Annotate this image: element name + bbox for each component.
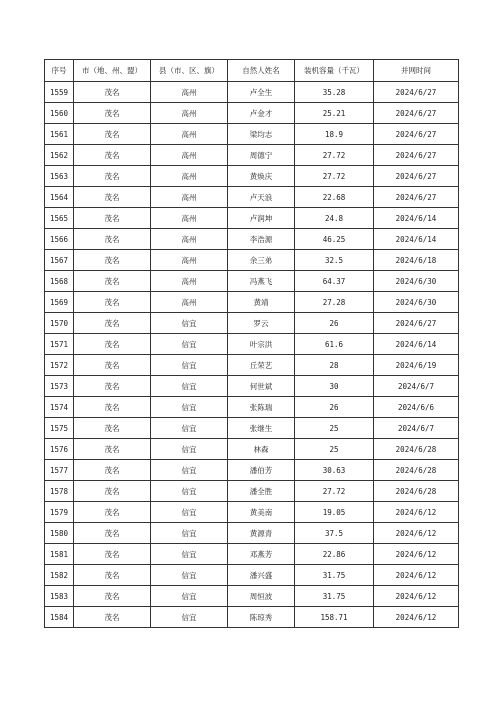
capacity-cell: 24.8 <box>295 208 374 229</box>
county-cell: 信宜 <box>151 502 228 523</box>
serial-number-cell: 1580 <box>45 523 74 544</box>
county-cell: 高州 <box>151 124 228 145</box>
capacity-cell: 25.21 <box>295 103 374 124</box>
header-serial-number: 序号 <box>45 60 74 82</box>
serial-number-cell: 1564 <box>45 187 74 208</box>
county-cell: 信宜 <box>151 355 228 376</box>
county-cell: 信宜 <box>151 418 228 439</box>
person-name-cell: 潘全胜 <box>228 481 295 502</box>
city-cell: 茂名 <box>74 376 151 397</box>
serial-number-cell: 1573 <box>45 376 74 397</box>
table-row <box>45 229 459 250</box>
serial-number-cell: 1566 <box>45 229 74 250</box>
serial-number-cell: 1582 <box>45 565 74 586</box>
capacity-cell: 25 <box>295 418 374 439</box>
table-row <box>45 271 459 292</box>
city-cell: 茂名 <box>74 523 151 544</box>
capacity-cell: 28 <box>295 355 374 376</box>
serial-number-cell: 1570 <box>45 313 74 334</box>
date-cell: 2024/6/6 <box>374 397 459 418</box>
grid-connection-table <box>44 59 459 628</box>
serial-number-cell: 1574 <box>45 397 74 418</box>
table-row <box>45 355 459 376</box>
person-name-cell: 冯燕飞 <box>228 271 295 292</box>
date-cell: 2024/6/28 <box>374 481 459 502</box>
header-installed-capacity: 装机容量（千瓦） <box>295 60 374 82</box>
city-cell: 茂名 <box>74 565 151 586</box>
date-cell: 2024/6/30 <box>374 271 459 292</box>
capacity-cell: 46.25 <box>295 229 374 250</box>
city-cell: 茂名 <box>74 187 151 208</box>
capacity-cell: 26 <box>295 313 374 334</box>
date-cell: 2024/6/28 <box>374 460 459 481</box>
person-name-cell: 黄源青 <box>228 523 295 544</box>
city-cell: 茂名 <box>74 166 151 187</box>
person-name-cell: 陈琼秀 <box>228 607 295 628</box>
city-cell: 茂名 <box>74 355 151 376</box>
county-cell: 信宜 <box>151 313 228 334</box>
city-cell: 茂名 <box>74 250 151 271</box>
county-cell: 高州 <box>151 82 228 103</box>
county-cell: 高州 <box>151 103 228 124</box>
date-cell: 2024/6/27 <box>374 187 459 208</box>
date-cell: 2024/6/7 <box>374 418 459 439</box>
capacity-cell: 32.5 <box>295 250 374 271</box>
city-cell: 茂名 <box>74 103 151 124</box>
city-cell: 茂名 <box>74 229 151 250</box>
county-cell: 信宜 <box>151 397 228 418</box>
capacity-cell: 61.6 <box>295 334 374 355</box>
city-cell: 茂名 <box>74 313 151 334</box>
serial-number-cell: 1561 <box>45 124 74 145</box>
serial-number-cell: 1571 <box>45 334 74 355</box>
serial-number-cell: 1567 <box>45 250 74 271</box>
date-cell: 2024/6/27 <box>374 145 459 166</box>
person-name-cell: 张继生 <box>228 418 295 439</box>
serial-number-cell: 1583 <box>45 586 74 607</box>
table-row <box>45 166 459 187</box>
date-cell: 2024/6/27 <box>374 82 459 103</box>
city-cell: 茂名 <box>74 82 151 103</box>
county-cell: 高州 <box>151 250 228 271</box>
date-cell: 2024/6/12 <box>374 544 459 565</box>
serial-number-cell: 1576 <box>45 439 74 460</box>
serial-number-cell: 1563 <box>45 166 74 187</box>
city-cell: 茂名 <box>74 271 151 292</box>
serial-number-cell: 1568 <box>45 271 74 292</box>
county-cell: 信宜 <box>151 460 228 481</box>
city-cell: 茂名 <box>74 397 151 418</box>
person-name-cell: 黄焕庆 <box>228 166 295 187</box>
date-cell: 2024/6/12 <box>374 607 459 628</box>
date-cell: 2024/6/7 <box>374 376 459 397</box>
county-cell: 信宜 <box>151 334 228 355</box>
city-cell: 茂名 <box>74 439 151 460</box>
date-cell: 2024/6/12 <box>374 523 459 544</box>
city-cell: 茂名 <box>74 502 151 523</box>
table-row <box>45 439 459 460</box>
county-cell: 高州 <box>151 229 228 250</box>
date-cell: 2024/6/28 <box>374 439 459 460</box>
person-name-cell: 余三弟 <box>228 250 295 271</box>
table-row <box>45 124 459 145</box>
table-row <box>45 565 459 586</box>
person-name-cell: 卢金才 <box>228 103 295 124</box>
serial-number-cell: 1559 <box>45 82 74 103</box>
serial-number-cell: 1579 <box>45 502 74 523</box>
county-cell: 信宜 <box>151 376 228 397</box>
capacity-cell: 26 <box>295 397 374 418</box>
table-row <box>45 376 459 397</box>
person-name-cell: 罗云 <box>228 313 295 334</box>
county-cell: 信宜 <box>151 544 228 565</box>
county-cell: 高州 <box>151 187 228 208</box>
header-person-name: 自然人姓名 <box>228 60 295 82</box>
city-cell: 茂名 <box>74 334 151 355</box>
table-row <box>45 103 459 124</box>
city-cell: 茂名 <box>74 418 151 439</box>
table-row <box>45 544 459 565</box>
capacity-cell: 37.5 <box>295 523 374 544</box>
capacity-cell: 30.63 <box>295 460 374 481</box>
city-cell: 茂名 <box>74 607 151 628</box>
table-row <box>45 82 459 103</box>
serial-number-cell: 1572 <box>45 355 74 376</box>
county-cell: 高州 <box>151 271 228 292</box>
date-cell: 2024/6/14 <box>374 334 459 355</box>
header-grid-connection-date: 并网时间 <box>374 60 459 82</box>
county-cell: 高州 <box>151 292 228 313</box>
table-row <box>45 334 459 355</box>
table-row <box>45 460 459 481</box>
capacity-cell: 18.9 <box>295 124 374 145</box>
table-row <box>45 418 459 439</box>
table-row <box>45 292 459 313</box>
table-row <box>45 523 459 544</box>
capacity-cell: 22.86 <box>295 544 374 565</box>
serial-number-cell: 1560 <box>45 103 74 124</box>
serial-number-cell: 1562 <box>45 145 74 166</box>
person-name-cell: 潘伯芳 <box>228 460 295 481</box>
county-cell: 信宜 <box>151 586 228 607</box>
person-name-cell: 周德宁 <box>228 145 295 166</box>
county-cell: 高州 <box>151 208 228 229</box>
person-name-cell: 邓燕芳 <box>228 544 295 565</box>
document-page <box>44 59 458 628</box>
city-cell: 茂名 <box>74 208 151 229</box>
capacity-cell: 27.72 <box>295 145 374 166</box>
date-cell: 2024/6/12 <box>374 502 459 523</box>
person-name-cell: 卢润坤 <box>228 208 295 229</box>
person-name-cell: 梁均志 <box>228 124 295 145</box>
county-cell: 高州 <box>151 166 228 187</box>
city-cell: 茂名 <box>74 460 151 481</box>
county-cell: 信宜 <box>151 481 228 502</box>
county-cell: 信宜 <box>151 565 228 586</box>
table-body <box>45 82 459 628</box>
date-cell: 2024/6/14 <box>374 229 459 250</box>
capacity-cell: 158.71 <box>295 607 374 628</box>
table-row <box>45 208 459 229</box>
city-cell: 茂名 <box>74 586 151 607</box>
person-name-cell: 林森 <box>228 439 295 460</box>
table-row <box>45 187 459 208</box>
county-cell: 信宜 <box>151 607 228 628</box>
capacity-cell: 27.28 <box>295 292 374 313</box>
person-name-cell: 潘兴盛 <box>228 565 295 586</box>
person-name-cell: 丘荣艺 <box>228 355 295 376</box>
person-name-cell: 卢全生 <box>228 82 295 103</box>
table-row <box>45 313 459 334</box>
table-row <box>45 145 459 166</box>
date-cell: 2024/6/18 <box>374 250 459 271</box>
date-cell: 2024/6/27 <box>374 124 459 145</box>
serial-number-cell: 1565 <box>45 208 74 229</box>
date-cell: 2024/6/30 <box>374 292 459 313</box>
header-county: 县（市、区、旗） <box>151 60 228 82</box>
table-row <box>45 481 459 502</box>
serial-number-cell: 1577 <box>45 460 74 481</box>
table-row <box>45 502 459 523</box>
header-row <box>45 60 459 82</box>
serial-number-cell: 1584 <box>45 607 74 628</box>
capacity-cell: 27.72 <box>295 166 374 187</box>
table-row <box>45 607 459 628</box>
date-cell: 2024/6/19 <box>374 355 459 376</box>
capacity-cell: 27.72 <box>295 481 374 502</box>
person-name-cell: 黄美南 <box>228 502 295 523</box>
serial-number-cell: 1575 <box>45 418 74 439</box>
capacity-cell: 31.75 <box>295 565 374 586</box>
capacity-cell: 64.37 <box>295 271 374 292</box>
capacity-cell: 22.68 <box>295 187 374 208</box>
capacity-cell: 19.05 <box>295 502 374 523</box>
person-name-cell: 周恒波 <box>228 586 295 607</box>
person-name-cell: 何世斌 <box>228 376 295 397</box>
capacity-cell: 35.28 <box>295 82 374 103</box>
city-cell: 茂名 <box>74 124 151 145</box>
capacity-cell: 25 <box>295 439 374 460</box>
person-name-cell: 张陈瑞 <box>228 397 295 418</box>
person-name-cell: 叶宗洪 <box>228 334 295 355</box>
date-cell: 2024/6/14 <box>374 208 459 229</box>
table-row <box>45 250 459 271</box>
date-cell: 2024/6/27 <box>374 166 459 187</box>
serial-number-cell: 1569 <box>45 292 74 313</box>
person-name-cell: 卢天浪 <box>228 187 295 208</box>
date-cell: 2024/6/27 <box>374 313 459 334</box>
date-cell: 2024/6/12 <box>374 565 459 586</box>
person-name-cell: 黄靖 <box>228 292 295 313</box>
table-header <box>45 60 459 82</box>
city-cell: 茂名 <box>74 481 151 502</box>
table-row <box>45 397 459 418</box>
date-cell: 2024/6/12 <box>374 586 459 607</box>
table-row <box>45 586 459 607</box>
county-cell: 高州 <box>151 145 228 166</box>
capacity-cell: 30 <box>295 376 374 397</box>
date-cell: 2024/6/27 <box>374 103 459 124</box>
county-cell: 信宜 <box>151 439 228 460</box>
capacity-cell: 31.75 <box>295 586 374 607</box>
city-cell: 茂名 <box>74 544 151 565</box>
city-cell: 茂名 <box>74 145 151 166</box>
header-city: 市（地、州、盟） <box>74 60 151 82</box>
person-name-cell: 李浩源 <box>228 229 295 250</box>
city-cell: 茂名 <box>74 292 151 313</box>
serial-number-cell: 1581 <box>45 544 74 565</box>
serial-number-cell: 1578 <box>45 481 74 502</box>
county-cell: 信宜 <box>151 523 228 544</box>
